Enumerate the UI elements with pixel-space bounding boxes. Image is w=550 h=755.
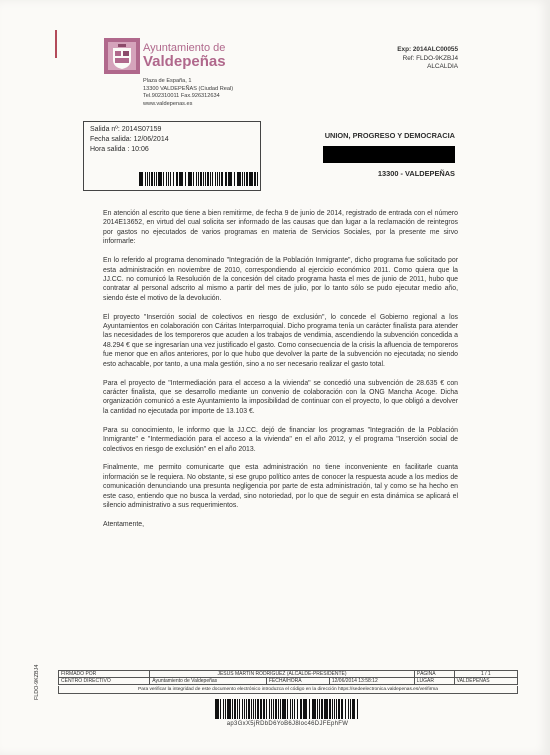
- barcode-bar: [215, 172, 216, 186]
- barcode-bar: [301, 699, 302, 719]
- datetime-label: FECHA/HORA: [266, 678, 329, 685]
- barcode-bar: [273, 699, 274, 719]
- barcode-bar: [345, 699, 346, 719]
- paragraph-intro: En atención al escrito que tiene a bien remitirme, de fecha 9 de junio de 2014, registrado de entrada con el número 2014E13652, en virtud del cual solicita ser informado de las causas que dan lugar a la reclamación de reintegros por gastos no ejecutados de varios programas en materia de Servicios Sociales, por la presente me sirvo informarle:: [103, 210, 458, 246]
- barcode-bar: [251, 172, 252, 186]
- paragraph-closing: Finalmente, me permito comunicarte que esta administración no tiene inconveniente en facilitarle cuanta información se le requiera. No obstante, si ese grupo político antes de conocer la respuesta acude a los medios de comunicación denunciando una presunta negligencia por parte de esta administración, tal y como se ha hecho en este caso, entiendo que no busca la verdad, sino notoriedad, por lo que de seguir en esta dinámica se aplicará el silencio administrativo a sus requerimientos.: [103, 464, 458, 510]
- barcode-bar: [170, 172, 171, 186]
- address-line: www.valdepenas.es: [143, 100, 193, 107]
- barcode-bar: [223, 699, 224, 719]
- organization-address: [143, 78, 233, 108]
- barcode-bar: [141, 172, 142, 186]
- barcode-bar: [290, 699, 291, 719]
- exit-barcode: [139, 172, 259, 186]
- letter-body: [103, 209, 458, 539]
- barcode-bar: [297, 699, 298, 719]
- barcode-bar: [342, 699, 343, 719]
- barcode-bar: [321, 699, 322, 719]
- exit-date: Fecha salida: 12/06/2014: [90, 136, 169, 143]
- paragraph-financing: Para su conocimiento, le informo que la JJ.CC. dejó de financiar los programas "Integración de la Población Inmigrante" e "Intermediación para el acceso a la vivienda" en el año 2012, y el programa "Inserción social de colectivos en riesgo de exclusión" en el año 2013.: [103, 426, 458, 453]
- expedient-number: Exp: 2014ALC00055: [397, 46, 458, 53]
- organization-name: [143, 42, 226, 70]
- barcode-bar: [221, 172, 222, 186]
- barcode-bar: [257, 172, 258, 186]
- barcode-bar: [260, 699, 261, 719]
- barcode-bar: [246, 699, 247, 719]
- barcode-bar: [212, 172, 213, 186]
- address-line: 13300 VALDEPEÑAS (Ciudad Real): [143, 85, 234, 92]
- barcode-bar: [196, 172, 197, 186]
- barcode-bar: [354, 699, 355, 719]
- barcode-bar: [166, 172, 167, 186]
- barcode-bar: [173, 172, 174, 186]
- barcode-bar: [278, 699, 279, 719]
- barcode-bar: [357, 699, 358, 719]
- recipient-name: UNION, PROGRESO Y DEMOCRACIA: [324, 131, 455, 140]
- signed-by-label: FIRMADO POR: [59, 671, 150, 678]
- barcode-bar: [350, 699, 351, 719]
- exit-number: Salida nº: 2014S07159: [90, 126, 162, 133]
- barcode-bar: [246, 172, 247, 186]
- barcode-bar: [306, 699, 307, 719]
- recipient-city: 13300 - VALDEPEÑAS: [377, 169, 455, 178]
- barcode-bar: [234, 172, 235, 186]
- exit-time: Hora salida : 10:06: [90, 146, 149, 153]
- barcode-bar: [258, 699, 259, 719]
- paragraph-housing: Para el proyecto de "Intermediación para el acceso a la vivienda" se concedió una subvención de 28.635 € con carácter finalista, que se desarrollo mediante un convenio de colaboración con la ONG Mancha Acoge. Dicha organización comunicó a este Ayuntamiento la imposibilidad de continuar con el proyecto, lo que obligó a devolver la cantidad no ejecutada por importe de 13.103 €.: [103, 379, 458, 415]
- fold-mark: [55, 30, 57, 58]
- verification-code: ap3GxX5jRDbD6YoB6J8loc46DJFEphFW: [226, 721, 349, 727]
- barcode-bar: [229, 699, 230, 719]
- barcode-bar: [248, 699, 249, 719]
- reference-code: Ref: FLDO-9KZBJ4: [402, 54, 458, 62]
- barcode-bar: [244, 172, 245, 186]
- barcode-bar: [198, 172, 199, 186]
- barcode-bar: [266, 699, 267, 719]
- exit-register-box: [83, 121, 261, 191]
- barcode-bar: [336, 699, 337, 719]
- barcode-bar: [326, 699, 327, 719]
- org-name-line1: Ayuntamiento de: [143, 42, 226, 54]
- paragraph-social-insertion: El proyecto "Inserción social de colectivos en riesgo de exclusión", lo concede el Gobierno regional a los Ayuntamientos en colaboración con Cáritas Interparroquial. Dicho programa tenía un carácter finalista para atender las necesidades de los temporeros que acuden a los trabajos de vendimia, ascendiendo la subvención concedida a 48.294 € que se ingresarían una vez justificado el gasto. Como consecuencia de la crisis la afluencia de temporeros fue menor que en años anteriores, por lo que hubo que devolver la parte de la subvención no ejecutada; no siendo esto achacable, por tanto, a una mala gestión, sino a no ser necesario realizar el gasto total.: [103, 313, 458, 368]
- page-label: PÁGINA: [414, 671, 454, 678]
- barcode-bar: [319, 699, 320, 719]
- center-value: Ayuntamiento de Valdepeñas: [150, 678, 267, 685]
- barcode-bar: [190, 172, 191, 186]
- place-label: LUGAR: [414, 678, 454, 685]
- side-reference-code: FLDO-9KZBJ4: [34, 664, 40, 700]
- barcode-bar: [314, 699, 315, 719]
- barcode-bar: [154, 172, 155, 186]
- barcode-bar: [287, 699, 288, 719]
- barcode-bar: [219, 172, 220, 186]
- barcode-bar: [163, 172, 164, 186]
- barcode-bar: [271, 699, 272, 719]
- datetime-value: 12/06/2014 13:58:12: [329, 678, 414, 685]
- redacted-address: [323, 146, 455, 163]
- address-line: Tel.902310011 Fax.926312634: [143, 93, 220, 100]
- org-name-line2: Valdepeñas: [143, 53, 226, 70]
- reference-block: [397, 46, 458, 72]
- signed-by-value: JESÚS MARTÍN RODRÍGUEZ (ALCALDE-PRESIDENTE): [150, 671, 414, 678]
- page-value: 1 / 1: [454, 671, 517, 678]
- barcode-bar: [231, 172, 232, 186]
- signature-table: [58, 670, 518, 685]
- barcode-bar: [203, 172, 204, 186]
- barcode-bar: [239, 172, 240, 186]
- barcode-bar: [226, 172, 227, 186]
- barcode-bar: [294, 699, 295, 719]
- paragraph-immigrant-program: En lo referido al programa denominado "Integración de la Población Inmigrante", dicho programa fue solicitado por esta administración en noviembre de 2010, correspondiendo al ejercicio económico 2011. Como quiera que la JJ.CC. no comunicó la Resolución de la concesión del citado programa hasta el mes de junio de 2011, hubo que contratar al personal adscrito al mismo a partir del mes de julio, por lo tanto sólo se pudo ejecutar medio año, siendo éste el motivo de la devolución.: [103, 257, 458, 302]
- barcode-bar: [177, 172, 178, 186]
- barcode-bar: [147, 172, 148, 186]
- barcode-bar: [242, 699, 243, 719]
- signoff: Atentamente,: [103, 520, 144, 528]
- barcode-bar: [225, 699, 226, 719]
- barcode-bar: [309, 699, 310, 719]
- barcode-bar: [217, 699, 218, 719]
- verification-text: Para verificar la integridad de este documento electrónico introduzca el código en la dirección https://sedeelectronica.valdepenas.es/verifirma: [58, 686, 518, 694]
- address-line: Plaza de España, 1: [143, 78, 192, 84]
- center-label: CENTRO DIRECTIVO: [59, 678, 150, 685]
- barcode-bar: [149, 172, 150, 186]
- department: ALCALDIA: [427, 63, 458, 71]
- barcode-bar: [239, 699, 240, 719]
- barcode-bar: [338, 699, 339, 719]
- barcode-bar: [253, 699, 254, 719]
- verification-barcode: [215, 699, 360, 719]
- municipal-crest-logo: [104, 38, 140, 74]
- barcode-bar: [185, 172, 186, 186]
- place-value: VALDEPEÑAS: [454, 678, 517, 685]
- barcode-bar: [182, 172, 183, 186]
